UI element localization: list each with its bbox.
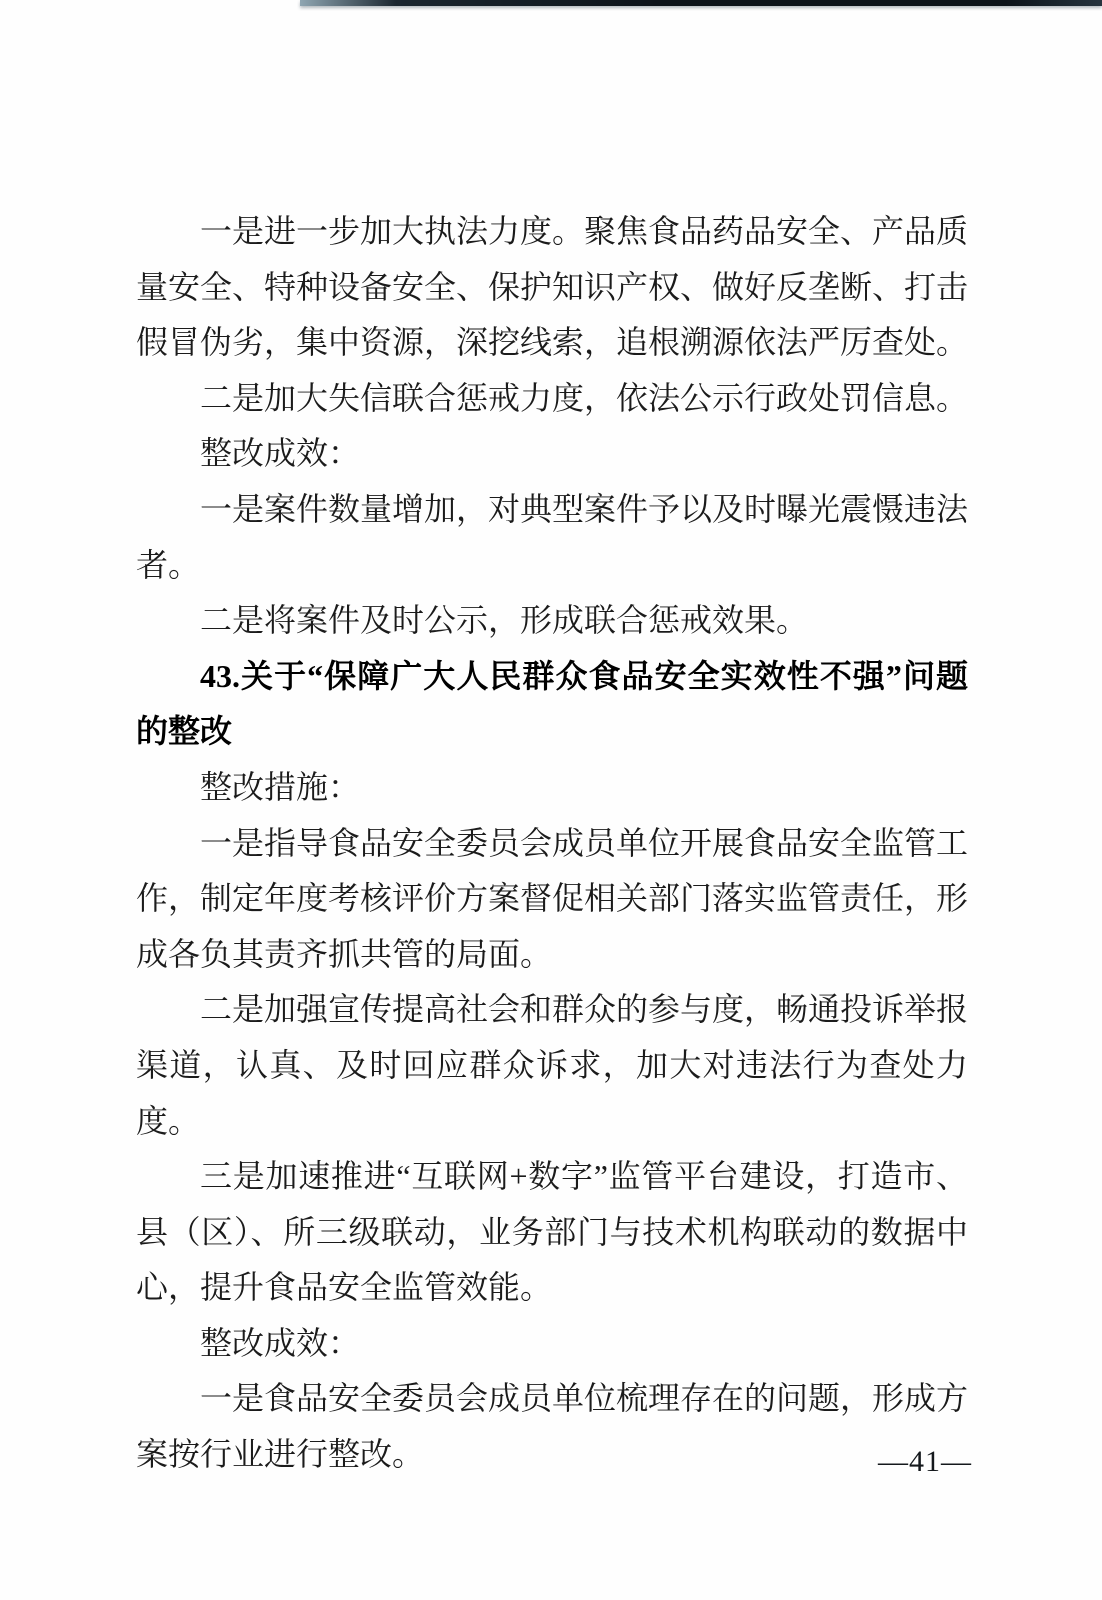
paragraph: 整改成效： <box>200 435 361 472</box>
scan-artifact-bar <box>300 0 1102 6</box>
paragraph: 二是将案件及时公示，形成联合惩戒效果。 <box>200 602 809 639</box>
paragraph: 整改成效： <box>200 1324 361 1361</box>
paragraph: 整改措施： <box>200 768 361 805</box>
paragraph: 三是加速推进“互联网+数字”监管平台建设，打造市、县（区）、所三级联动，业务部门与技术机构联动的数据中心，提升食品安全监管效能。 <box>136 1158 968 1306</box>
document-body <box>136 204 968 1483</box>
paragraph: 二是加强宣传提高社会和群众的参与度，畅通投诉举报渠道，认真、及时回应群众诉求，加大对违法行为查处力度。 <box>136 991 969 1139</box>
paragraph: 一是案件数量增加，对典型案件予以及时曝光震慑违法者。 <box>136 490 969 583</box>
section-heading: 43.关于“保障广大人民群众食品安全实效性不强”问题的整改 <box>136 657 968 750</box>
paragraph: 二是加大失信联合惩戒力度，依法公示行政处罚信息。 <box>200 379 969 416</box>
paragraph: 一是进一步加大执法力度。聚焦食品药品安全、产品质量安全、特种设备安全、保护知识产权、做好反垄断、打击假冒伪劣，集中资源，深挖线索，追根溯源依法严厉查处。 <box>136 213 969 361</box>
page-number: —41— <box>878 1445 972 1478</box>
paragraph: 一是食品安全委员会成员单位梳理存在的问题，形成方案按行业进行整改。 <box>136 1380 969 1473</box>
paragraph: 一是指导食品安全委员会成员单位开展食品安全监管工作，制定年度考核评价方案督促相关部门落实监管责任，形成各负其责齐抓共管的局面。 <box>136 824 969 972</box>
